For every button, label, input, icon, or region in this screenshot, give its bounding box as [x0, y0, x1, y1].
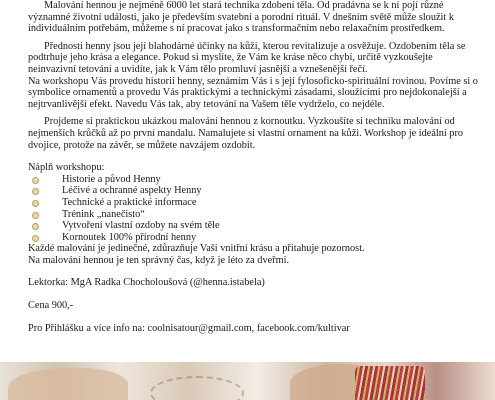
hand-image	[8, 368, 128, 400]
workshop-paragraph: Na workshopu Vás provedu historií henny, seznámím Vás i s její fylosoficko-spirituální rovinou. Povíme si o symbolice ornamentů a provedu Vás praktickými a technickými zásadami, sloužícími pro nejdokonalejší a nejtrvanlivější efekt. Navedu Vás tak, aby tetování na Vašem těle vydrželo, co nejdéle.	[28, 75, 478, 110]
bullet-icon	[32, 212, 39, 219]
price-line: Cena 900,-	[28, 300, 74, 312]
list-item: Vytvoření vlastní ozdoby na svém těle	[28, 220, 478, 232]
lecturer-line: Lektorka: MgA Radka Chocholoušová (@henna.istabela)	[28, 277, 265, 289]
list-item: Kornoutek 100% přírodní henny	[28, 232, 478, 244]
list-item: Léčivé a ochranné aspekty Henny	[28, 185, 478, 197]
program-list	[28, 174, 478, 244]
intro-paragraph: Malování hennou je nejméně 6000 let stará technika zdobení těla. Od pradávna se k ní pojí různé významné životní události, jako je především svatební a porodní rituál. V dnešním světě může sloužit k individuálním potřebám, můžeme s ní pracovat jako s transformačním nebo relaxačním prostředkem.	[28, 0, 454, 35]
contact-line: Pro Přihlášku a více info na: coolnisatour@gmail.com, facebook.com/kultivar	[28, 322, 350, 334]
document-body	[28, 0, 478, 334]
bullet-icon	[32, 223, 39, 230]
bullet-icon	[32, 177, 39, 184]
bullet-icon	[32, 235, 39, 242]
bangles-image	[355, 366, 425, 400]
list-item: Technické a praktické informace	[28, 197, 478, 209]
list-item: Historie a původ Henny	[28, 174, 478, 186]
uniqueness-line: Každé malování je jedinečné, zdůrazňuje Vaší vnitřní krásu a přitahuje pozornost.	[28, 243, 365, 255]
henna-pattern-image	[150, 376, 244, 400]
list-item: Trénink „nanečisto“	[28, 209, 478, 221]
bullet-icon	[32, 200, 39, 207]
henna-photo	[0, 362, 495, 400]
program-heading: Náplň workshopu:	[28, 162, 105, 174]
practice-paragraph: Projdeme si praktickou ukázkou malování hennou z kornoutku. Vyzkoušíte si techniku malování od nejmenších krůčků až po první mandalu. Namalujete si vlastní ornament na kůži. Workshop je ideální pro dvojice, protože na závěr, se můžete navzájem ozdobit.	[28, 116, 464, 151]
effects-paragraph: Přednosti henny jsou její blahodárné účinky na kůži, kterou revitalizuje a osvěžuje. Ozdobením těla se podtrhuje jeho krása a elegance. Pokud si myslíte, že Vám ke kráse něco chybí, určitě vyzkoušejte neinvazivní tetování a uvidíte, jak k Vám tělo promluví jasnější a vznešenější řečí.	[28, 40, 466, 75]
bullet-icon	[32, 188, 39, 195]
timing-line: Na malování hennou je ten správný čas, když je léto za dveřmi.	[28, 254, 290, 266]
